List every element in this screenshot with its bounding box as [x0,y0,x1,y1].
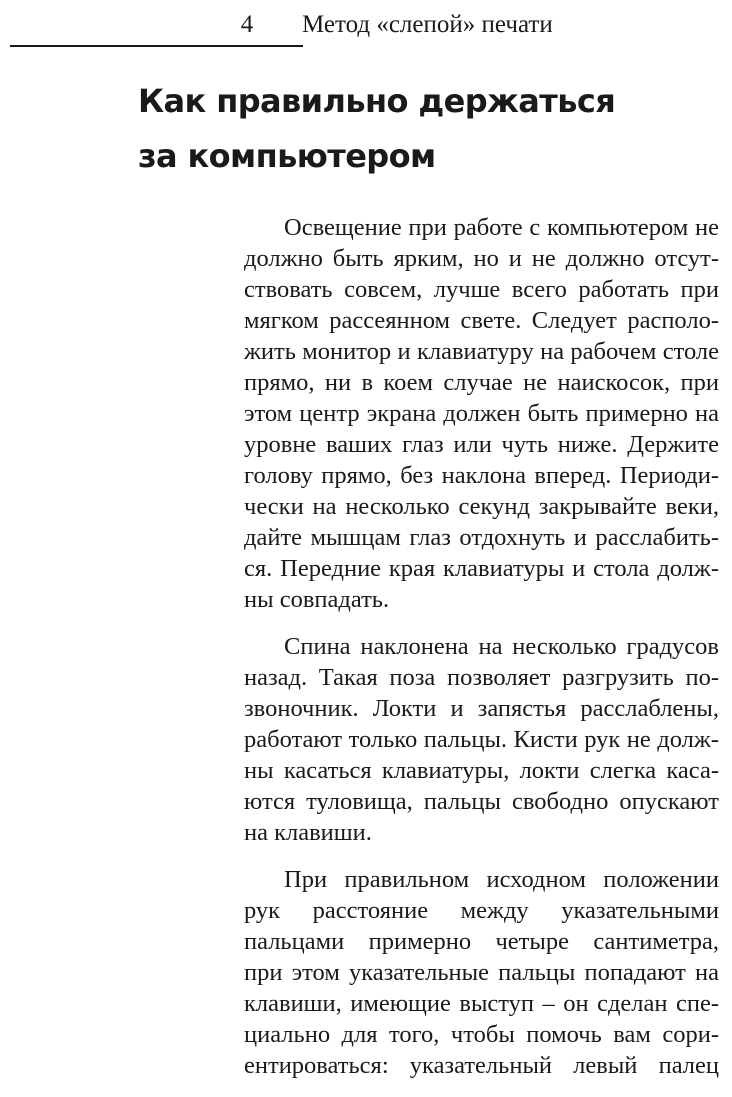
paragraph [244,864,719,1081]
paragraph [244,631,719,848]
text-line: прямо, ни в коем случае не наискосок, при [244,369,719,396]
header-rule [10,45,303,47]
text-line: ны касаться клавиатуры, локти слегка каса- [244,757,719,784]
page-number: 4 [240,11,254,38]
text-line: Спина наклонена на несколько градусов [284,633,719,660]
text-line: должно быть ярким, но и не должно отсут- [244,245,719,272]
text-line: голову прямо, без наклона вперед. Периоди- [244,462,719,489]
heading-line: за компьютером [138,137,436,175]
text-line: назад. Такая поза позволяет разгрузить по- [244,664,719,691]
text-line: При правильном исходном положении [284,866,719,893]
text-line: дайте мышцам глаз отдохнуть и расслабить- [244,524,719,551]
text-line: мягком рассеянном свете. Следует располо- [244,307,719,334]
text-line: при этом указательные пальцы попадают на [244,959,719,986]
text-line: на клавиши. [244,819,372,846]
text-line: клавиши, имеющие выступ – он сделан спе- [244,990,719,1017]
text-line: ся. Передние края клавиатуры и стола долж- [244,555,719,582]
text-line: пальцами примерно четыре сантиметра, [244,928,719,955]
text-line: уровне ваших глаз или чуть ниже. Держите [244,431,719,458]
text-line: чески на несколько секунд закрывайте веки, [244,493,719,520]
text-line: работают только пальцы. Кисти рук не долж- [244,726,719,753]
paragraph [244,212,719,615]
text-line: Освещение при работе с компьютером не [284,214,719,241]
section-heading [138,74,718,184]
running-title: Метод «слепой» печати [302,11,553,38]
text-line: жить монитор и клавиатуру на рабочем столе [244,338,719,365]
text-line: рук расстояние между указательными [244,897,719,924]
text-line: ны совпадать. [244,586,390,613]
heading-line: Как правильно держаться [138,82,616,120]
body-text [244,212,719,1097]
text-line: циально для того, чтобы помочь вам сори- [244,1021,719,1048]
text-line: этом центр экрана должен быть примерно на [244,400,719,427]
text-line: звоночник. Локти и запястья расслаблены, [244,695,719,722]
text-line: ствовать совсем, лучше всего работать при [244,276,719,303]
page-header [0,0,732,50]
text-line: ются туловища, пальцы свободно опускают [244,788,719,815]
text-line: ентироваться: указательный левый палец [244,1052,719,1079]
